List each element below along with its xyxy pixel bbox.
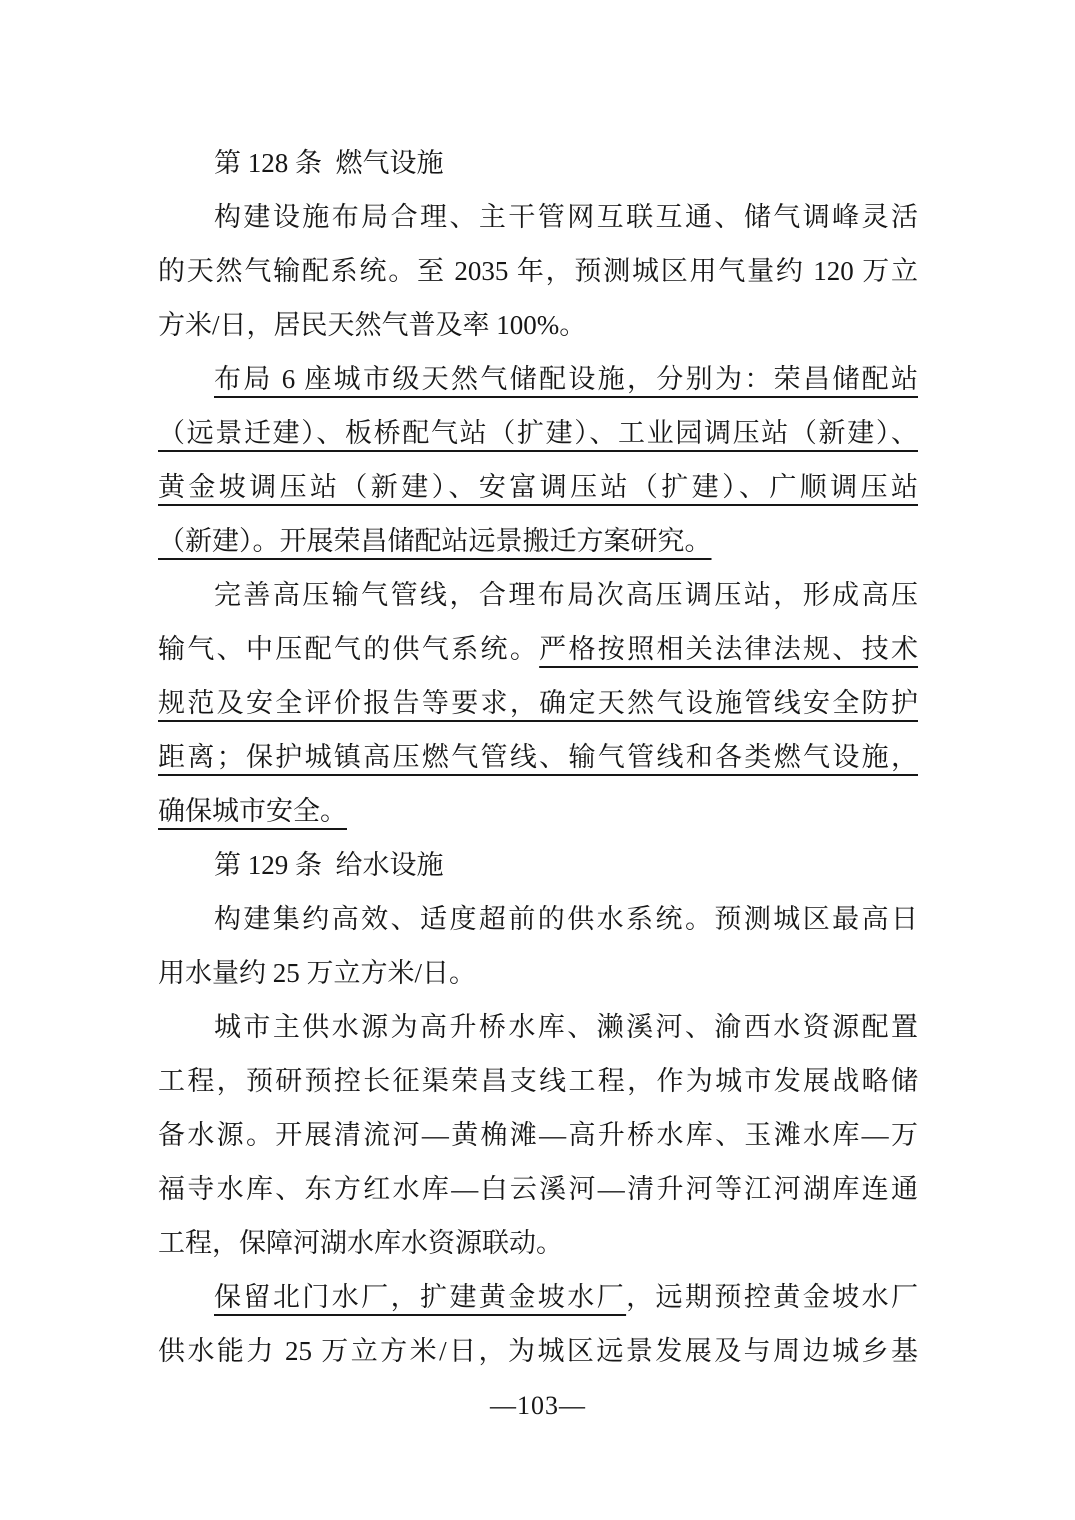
body-line bbox=[158, 1216, 918, 1270]
body-text: 构建设施布局合理、主干管网互联互通、储气调峰灵活 bbox=[214, 202, 918, 232]
body-line bbox=[158, 406, 918, 460]
body-line bbox=[158, 1162, 918, 1216]
article-129-heading bbox=[158, 838, 918, 892]
body-line bbox=[158, 190, 918, 244]
body-line bbox=[158, 730, 918, 784]
body-line bbox=[158, 298, 918, 352]
body-line bbox=[158, 1108, 918, 1162]
body-text: 备水源。开展清流河—黄桷滩—高升桥水库、玉滩水库—万 bbox=[158, 1120, 918, 1150]
underlined-text: 确保城市安全。 bbox=[158, 796, 347, 826]
body-text: 福寺水库、东方红水库—白云溪河—清升河等江河湖库连通 bbox=[158, 1174, 918, 1204]
body-line bbox=[158, 352, 918, 406]
body-line bbox=[158, 514, 918, 568]
body-line bbox=[158, 460, 918, 514]
body-text: 输气、中压配气的供气系统。 bbox=[158, 634, 540, 664]
document-text-block bbox=[158, 136, 918, 1378]
underlined-text: （新建）。开展荣昌储配站远景搬迁方案研究。 bbox=[158, 526, 712, 556]
underlined-text: 布局 6 座城市级天然气储配设施，分别为：荣昌储配站 bbox=[214, 364, 918, 394]
body-line bbox=[158, 244, 918, 298]
body-line bbox=[158, 676, 918, 730]
underlined-text: 距离；保护城镇高压燃气管线、输气管线和各类燃气设施， bbox=[158, 742, 918, 772]
heading-text: 第 129 条 给水设施 bbox=[214, 850, 444, 880]
article-128-heading bbox=[158, 136, 918, 190]
body-text: 供水能力 25 万立方米/日，为城区远景发展及与周边城乡基 bbox=[158, 1336, 918, 1366]
body-text: 的天然气输配系统。至 2035 年，预测城区用气量约 120 万立 bbox=[158, 256, 918, 286]
heading-text: 第 128 条 燃气设施 bbox=[214, 148, 444, 178]
body-line bbox=[158, 784, 918, 838]
body-line bbox=[158, 946, 918, 1000]
body-line bbox=[158, 1270, 918, 1324]
body-text: 工程，预研预控长征渠荣昌支线工程，作为城市发展战略储 bbox=[158, 1066, 918, 1096]
body-text: 完善高压输气管线，合理布局次高压调压站，形成高压 bbox=[214, 580, 918, 610]
body-line bbox=[158, 1324, 918, 1378]
underlined-text: （远景迁建）、板桥配气站（扩建）、工业园调压站（新建）、 bbox=[158, 418, 918, 448]
body-text: 构建集约高效、适度超前的供水系统。预测城区最高日 bbox=[214, 904, 918, 934]
body-line bbox=[158, 892, 918, 946]
body-text: ，远期预控黄金坡水厂 bbox=[626, 1282, 919, 1312]
underlined-text: 规范及安全评价报告等要求，确定天然气设施管线安全防护 bbox=[158, 688, 918, 718]
underlined-text: 严格按照相关法律法规、技术 bbox=[539, 634, 919, 664]
body-text: 方米/日，居民天然气普及率 100%。 bbox=[158, 310, 587, 340]
page-number: —103— bbox=[490, 1391, 586, 1420]
underlined-text: 黄金坡调压站（新建）、安富调压站（扩建）、广顺调压站 bbox=[158, 472, 918, 502]
body-text: 城市主供水源为高升桥水库、濑溪河、渝西水资源配置 bbox=[214, 1012, 918, 1042]
body-text: 用水量约 25 万立方米/日。 bbox=[158, 958, 477, 988]
body-line bbox=[158, 622, 918, 676]
underlined-text: 保留北门水厂，扩建黄金坡水厂 bbox=[214, 1282, 627, 1312]
body-line bbox=[158, 1054, 918, 1108]
body-line bbox=[158, 568, 918, 622]
body-line bbox=[158, 1000, 918, 1054]
body-text: 工程，保障河湖水库水资源联动。 bbox=[158, 1228, 563, 1258]
